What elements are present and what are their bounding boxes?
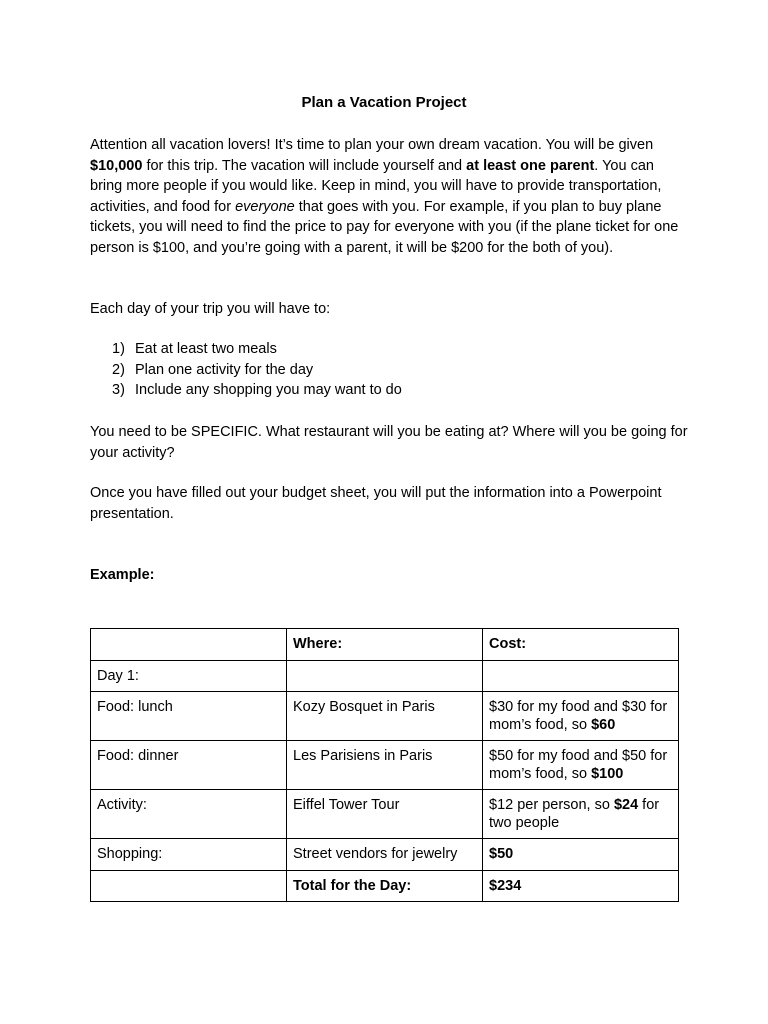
specific-paragraph: You need to be SPECIFIC. What restaurant will you be eating at? Where will you be going for your activity? [90,424,688,461]
table-total-row [91,870,679,902]
cost-cell [483,692,679,741]
cost-tail: for two people [489,797,660,831]
example-label: Example: [90,567,155,583]
day-label-cell: Day 1: [91,660,287,692]
everyone-emphasis: everyone [235,198,295,215]
budget-table [90,628,679,902]
item-cell: Activity: [91,790,287,839]
intro-text-2: for this trip. The vacation will include yourself and [142,157,467,174]
parent-requirement: at least one parent [466,157,595,174]
list-item-text: Include any shopping you may want to do [135,382,402,398]
page-title: Plan a Vacation Project [301,94,467,111]
item-cell: Food: lunch [91,692,287,741]
cost-amount: $24 [613,797,639,813]
table-row [91,660,679,692]
table-row [91,741,679,790]
cost-cell [483,839,679,871]
total-label-cell: Total for the Day: [287,870,483,902]
total-value-cell: $234 [483,870,679,902]
list-item [90,380,650,401]
item-cell: Shopping: [91,839,287,871]
intro-paragraph [90,135,690,258]
cost-text: $30 for my food and $30 for mom’s food, so [489,699,668,733]
cost-amount: $100 [591,765,624,782]
where-cell: Les Parisiens in Paris [287,741,483,790]
list-item-text: Plan one activity for the day [135,361,314,378]
list-number: 3) [112,382,125,398]
where-cell: Street vendors for jewelry [287,839,483,871]
powerpoint-paragraph: Once you have filled out your budget sheet, you will put the information into a Powerpoint presentation. [90,485,662,522]
budget-amount: $10,000 [90,157,143,174]
header-cell-empty [91,629,287,661]
table-row [91,839,679,871]
header-cell-cost: Cost: [483,629,679,661]
cost-text: $50 for my food and $50 for mom’s food, so [489,748,668,782]
list-item-text: Eat at least two meals [135,341,277,357]
where-cell: Eiffel Tower Tour [287,790,483,839]
cost-cell [483,790,679,839]
cost-amount: $60 [591,716,616,733]
table-row [91,692,679,741]
empty-cell [287,660,483,692]
intro-text-3: . You can bring more people if you would like. Keep in mind, you will have to provide transportation, activities, and food for [90,157,662,215]
each-day-paragraph: Each day of your trip you will have to: [90,301,331,317]
list-item [90,360,650,381]
intro-text-4: that goes with you. For example, if you plan to buy plane tickets, you will need to find the price to pay for everyone with you (if the plane ticket for one person is $100, and you’re going with a parent, it will be $200 for the both of you). [90,198,679,256]
daily-requirements-list [90,339,650,401]
list-item [90,339,650,360]
item-cell: Food: dinner [91,741,287,790]
table-header-row [91,629,679,661]
intro-text-1: Attention all vacation lovers! It’s time to plan your own dream vacation. You will be given [90,137,654,153]
table-row [91,790,679,839]
cost-text: $12 per person, so [489,797,614,813]
list-number: 1) [112,341,125,357]
cost-cell [483,741,679,790]
where-cell: Kozy Bosquet in Paris [287,692,483,741]
list-number: 2) [112,361,125,378]
header-cell-where: Where: [287,629,483,661]
cost-amount: $50 [489,846,514,862]
empty-cell [91,870,287,902]
empty-cell [483,660,679,692]
